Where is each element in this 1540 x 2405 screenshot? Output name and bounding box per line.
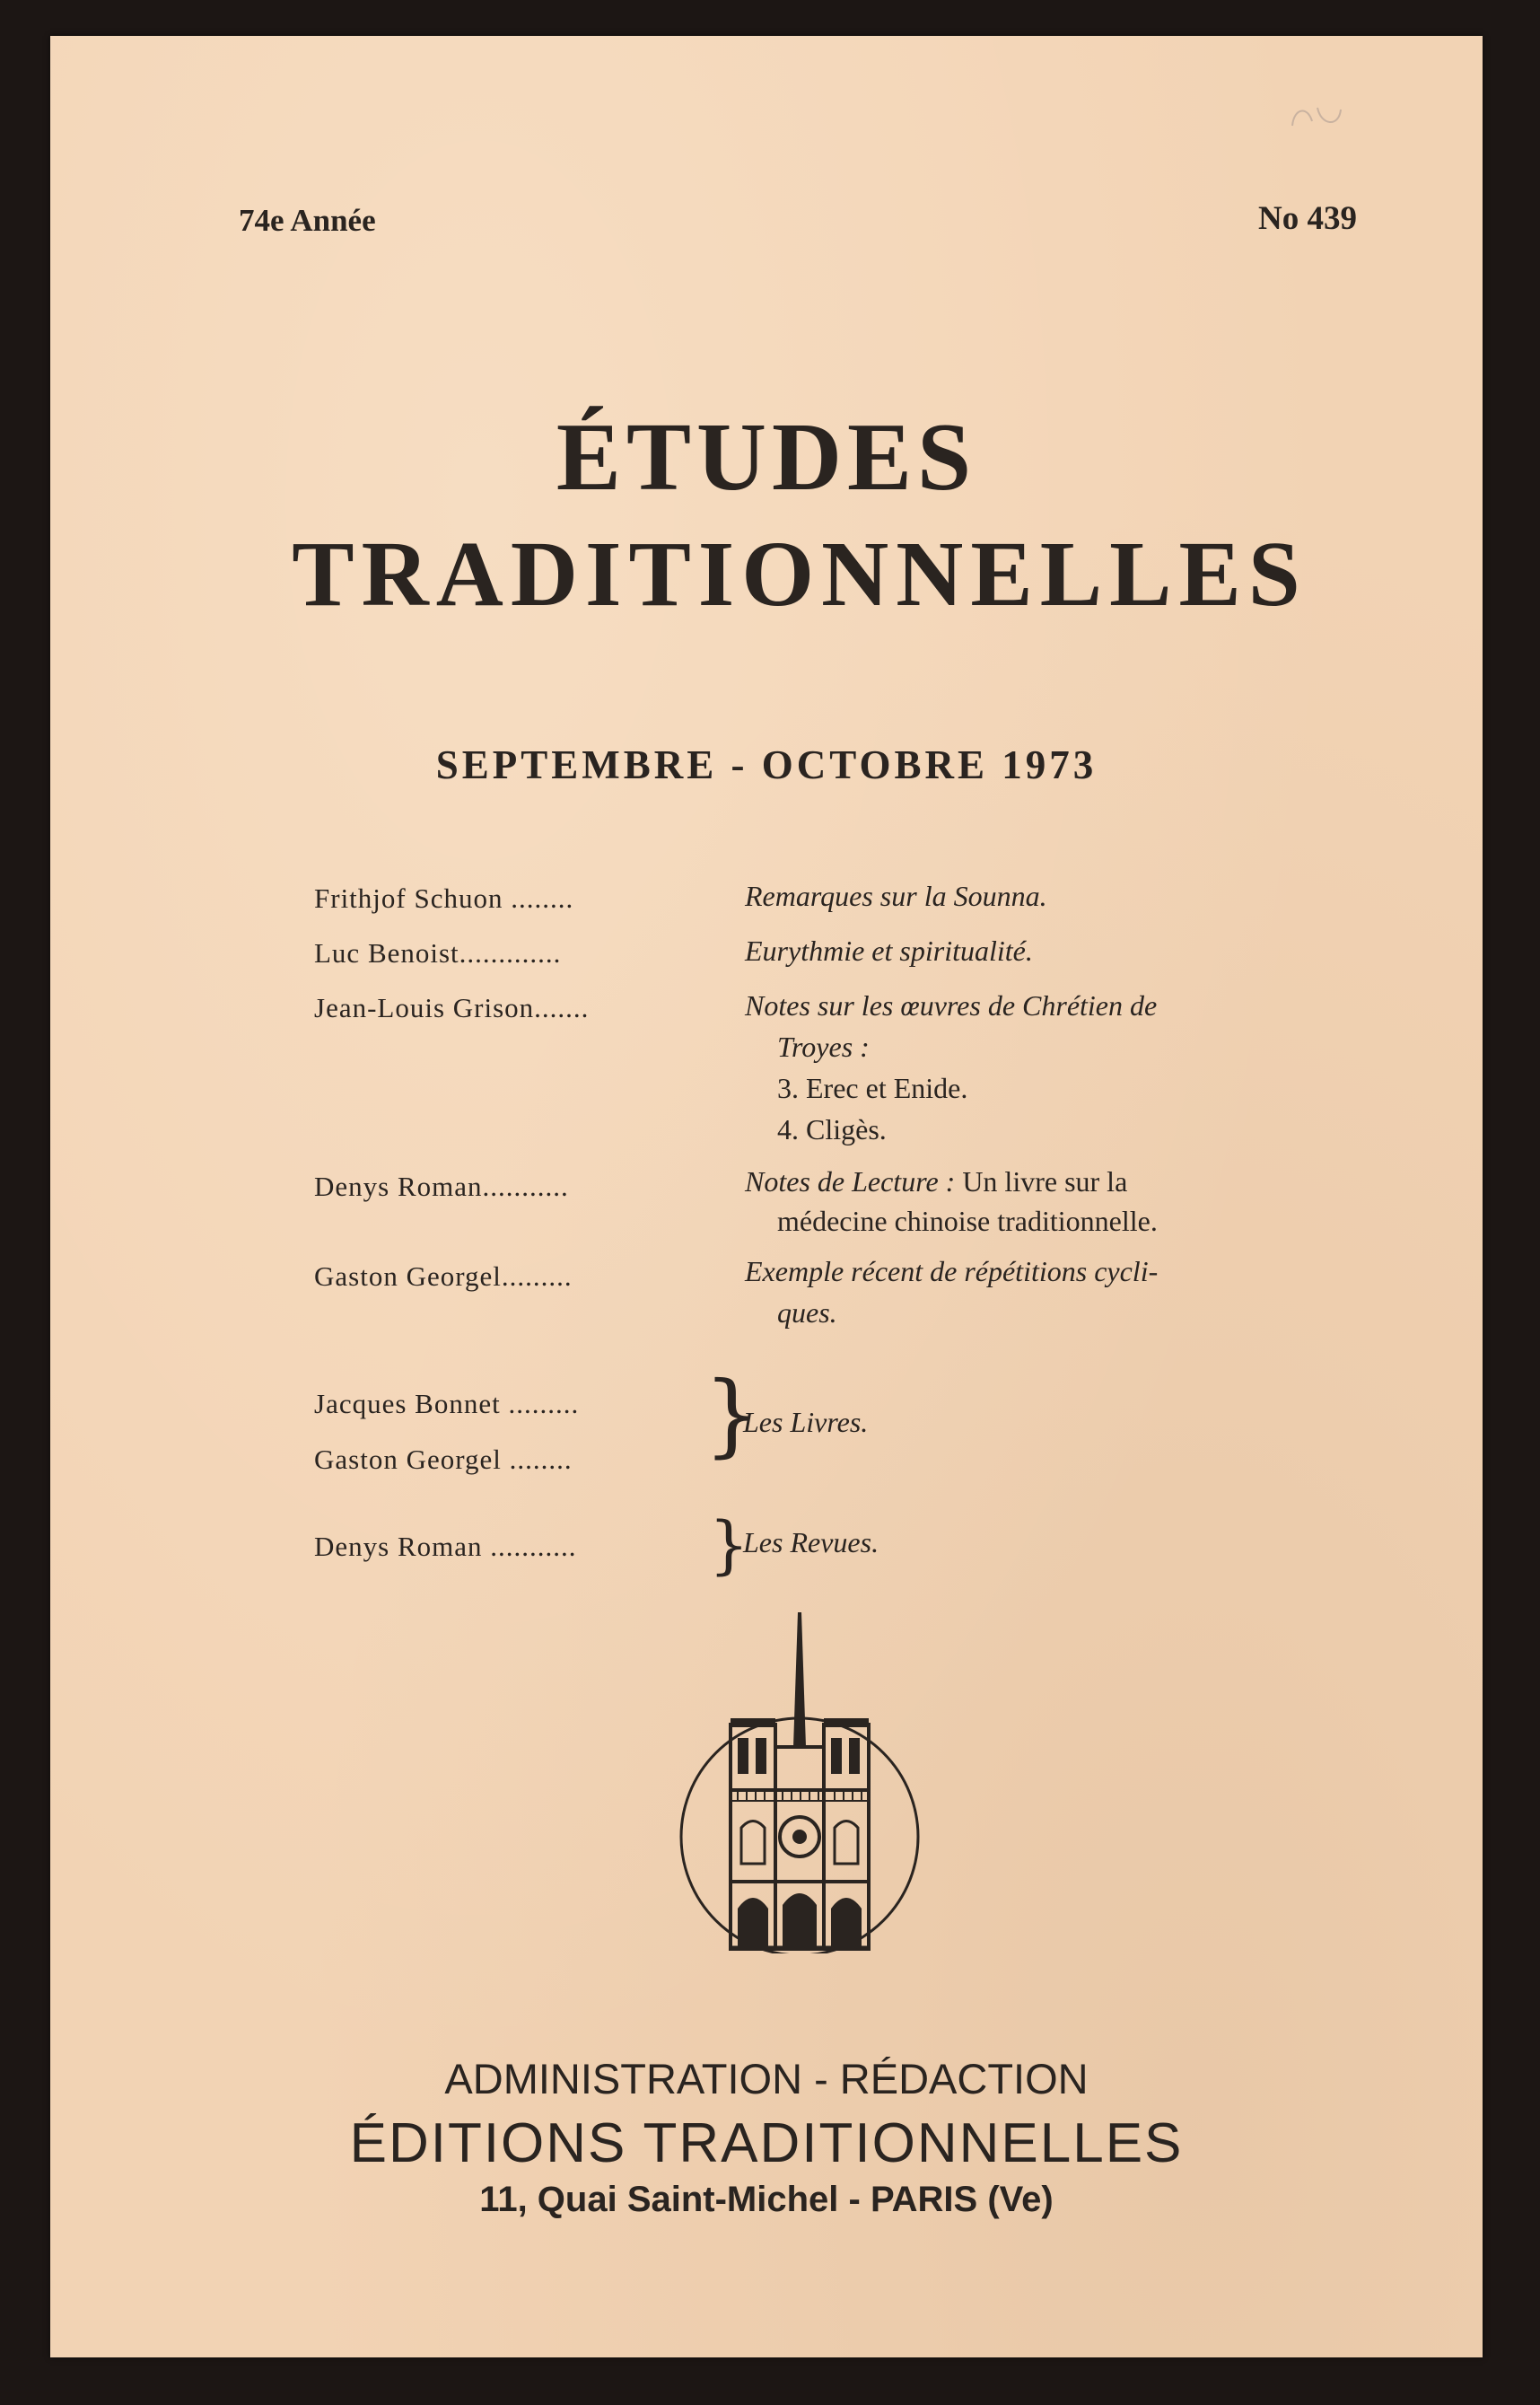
footer-publisher: ÉDITIONS TRADITIONNELLES (349, 2112, 1184, 2174)
toc-author: Denys Roman........... (314, 1171, 569, 1202)
reviews-section-title: Les Revues. (743, 1526, 879, 1558)
toc-work: Remarques sur la Sounna. (745, 880, 1047, 912)
toc-work: Notes de Lecture : Un livre sur la (745, 1165, 1128, 1198)
issue-date: SEPTEMBRE - OCTOBRE 1973 (435, 742, 1098, 787)
toc-author: Frithjof Schuon ........ (314, 882, 574, 914)
reviews-author: Denys Roman ........... (314, 1531, 577, 1562)
brace-icon: } (704, 1362, 761, 1467)
toc-work: Exemple récent de répétitions cycli- (745, 1255, 1159, 1287)
toc-author: Gaston Georgel......... (314, 1260, 573, 1292)
title-line-2: TRADITIONNELLES (292, 522, 1308, 626)
journal-cover (50, 36, 1483, 2357)
footer-address: 11, Quai Saint-Michel - PARIS (Ve) (479, 2180, 1054, 2219)
toc-work: Eurythmie et spiritualité. (745, 935, 1033, 967)
issue-number: No 439 (1258, 200, 1357, 237)
books-author: Jacques Bonnet ......... (314, 1388, 580, 1419)
toc-work-continued: Troyes : (777, 1031, 870, 1063)
books-section-title: Les Livres. (743, 1406, 869, 1438)
title-line-1: ÉTUDES (556, 404, 977, 511)
toc-subitem: 4. Cligès. (777, 1113, 887, 1145)
pencil-mark (1285, 99, 1348, 135)
cathedral-emblem (678, 1612, 921, 1953)
books-author: Gaston Georgel ........ (314, 1444, 573, 1475)
toc-author: Jean-Louis Grison....... (314, 992, 590, 1023)
brace-icon: } (709, 1508, 749, 1582)
toc-work-continued: ques. (777, 1296, 837, 1329)
footer-administration: ADMINISTRATION - RÉDACTION (444, 2055, 1089, 2102)
toc-work-continued: médecine chinoise traditionnelle. (777, 1205, 1158, 1237)
toc-work: Notes sur les œuvres de Chrétien de (745, 989, 1158, 1022)
volume-year: 74e Année (239, 203, 376, 238)
toc-subitem: 3. Erec et Enide. (777, 1072, 968, 1104)
toc-author: Luc Benoist............. (314, 937, 562, 969)
